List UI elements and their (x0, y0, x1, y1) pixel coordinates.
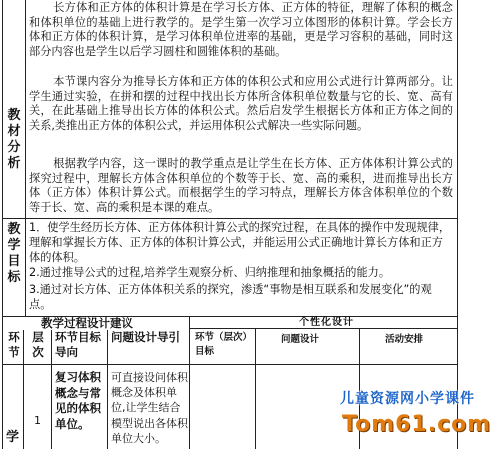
analysis-paragraph-3: 根据教学内容，这一课时的教学重点是让学生在长方体、正方体体积计算公式的探究过程中，理解长方体含体积单位的个数等于长、宽、高的乘积，进而推导出长方体（正方体）体积计算公式。而根据学生的学习特点，理解长方体含体积单位的个数等于长、宽、高的乘积是本课的难点。 (29, 157, 453, 214)
column-level: 层次 (32, 330, 44, 359)
column-question-design: 问题设计 (281, 334, 320, 345)
lesson-plan-table (2, 0, 491, 449)
row-level: 1 (34, 414, 41, 427)
row-stage-goal: 复习体积概念与常见的体积单位。 (55, 370, 101, 431)
row-stage: 学 (6, 430, 20, 445)
analysis-paragraph-2: 本节课内容分为推导长方体和正方体的体积公式和应用公式进行计算两部分。让学生通过实验，在拼和摆的过程中找出长方体所含体积单位数量与它的长、宽、高有关，在此基础上推导出长方体的体积公式。然后启发学生根据长方体和正方体之间的关系,类推出正方体的体积公式，并运用体积公式解决一些实际问题。 (29, 75, 453, 132)
column-question-guide: 问题设计导引 (111, 330, 180, 344)
column-stage: 环节 (8, 330, 20, 359)
analysis-label: 教 材 分 析 (7, 108, 21, 171)
column-stage-goal: 环节目标导向 (55, 330, 101, 359)
design-suggestion-title: 教学过程设计建议 (41, 316, 133, 330)
row-question-guide: 可直接设问体积概念及体积单位,让学生结合模型说出各体积单位大小。 (111, 371, 188, 445)
column-activity: 活动安排 (385, 334, 424, 345)
goal-item-2: 2.通过推导公式的过程,培养学生观察分析、归纳推理和抽象概括的能力。 (29, 266, 391, 279)
site-watermark-logo: 儿童资源网小学课件 Tom61.com (340, 391, 491, 437)
column-level-goal: 环节（层次）目标 (195, 332, 253, 357)
personal-design-title: 个性化设计 (299, 317, 354, 328)
analysis-paragraph-1: 长方体和正方体的体积计算是在学习长方体、正方体的特征，理解了体积的概念和体积单位的基础上进行教学的。是学生第一次学习立体图形的体积计算。学会长方体和正方体的体积计算，是学习体积单位进率的基础，更是学习容积的基础，同时这部分内容也是学生以后学习圆柱和圆锥体积的基础。 (29, 1, 453, 58)
goal-item-1: 1．使学生经历长方体、正方体体积计算公式的探究过程，在具体的操作中发现规律，理解和掌握长方体、正方体的体积计算公式，并能运用公式正确地计算长方体和正方体的体积。 (29, 221, 451, 264)
goal-item-3: 3.通过对长方体、正方体体积关系的探究，渗透“事物是相互联系和发展变化”的观点。 (29, 283, 432, 311)
goals-label: 教 学 目 标 (7, 222, 21, 285)
